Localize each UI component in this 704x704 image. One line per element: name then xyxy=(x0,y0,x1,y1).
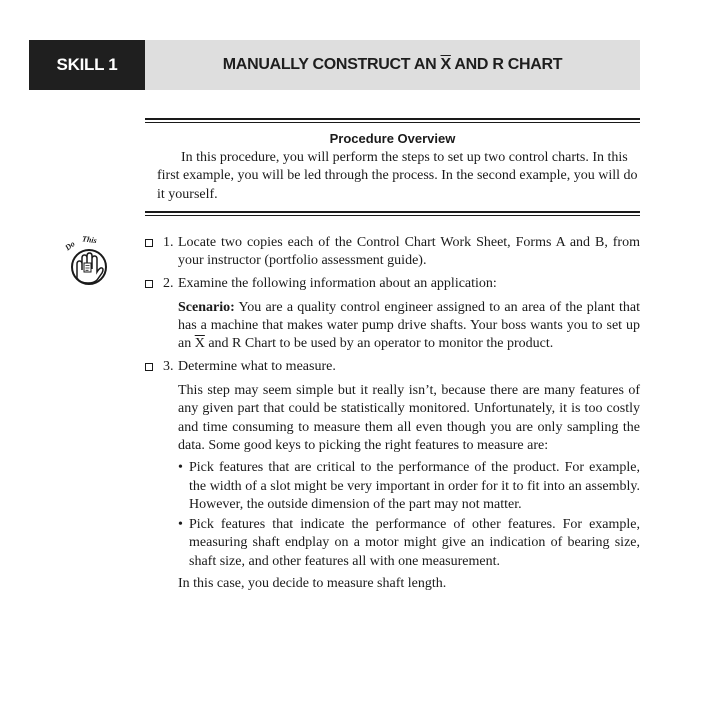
bullet-dot: • xyxy=(178,460,183,476)
procedure-overview xyxy=(145,118,640,216)
bullet-text: Pick features that are critical to the performance of the product. For example, the width of a slot might be very important in order for it to fit into an assembly. However, the outside dimension of the part may not matter. xyxy=(189,460,640,512)
title-xbar: $\overline{X}$ xyxy=(440,56,451,73)
scenario-label: Scenario: xyxy=(178,299,235,315)
step-1-number: 1. xyxy=(163,235,174,250)
feature-bullets xyxy=(178,459,640,571)
bullet-text: Pick features that indicate the performance of other features. For example, measuring shaft endplay on a motor might give an indication of bearing size, shaft size, and other features all with one measurement. xyxy=(189,517,640,569)
skill-label: SKILL 1 xyxy=(29,40,145,90)
bullet-item xyxy=(178,516,640,571)
step-3-text: Determine what to measure. xyxy=(178,358,336,374)
step-3-closing: In this case, you decide to measure shaft length. xyxy=(178,576,447,592)
step-2-number: 2. xyxy=(163,275,174,291)
do-this-text-this: This xyxy=(81,234,98,246)
scenario-xbar: $\overline{X}$ xyxy=(194,336,205,352)
do-this-text-do: Do xyxy=(63,239,77,253)
skill-title xyxy=(145,40,640,90)
scenario-text-1: You are a quality control engineer assigned to an area of the plant that has a machine that makes water pump drive shafts. Your boss wants you to set up an xyxy=(178,299,640,352)
step-2 xyxy=(145,275,640,293)
step-3 xyxy=(145,358,640,376)
step-2-text: Examine the following information about an application: xyxy=(178,275,497,291)
title-prefix: MANUALLY CONSTRUCT AN xyxy=(222,56,441,73)
bullet-item xyxy=(178,459,640,514)
bullet-dot: • xyxy=(178,517,183,533)
scenario-text-2: and R Chart to be used by an operator to monitor the product. xyxy=(204,336,554,352)
step-3-checkbox[interactable] xyxy=(145,363,153,371)
scenario-paragraph xyxy=(178,299,640,354)
step-3-paragraph: This step may seem simple but it really isn’t, because there are many features of any given part that could be statistically monitored. Unfortunately, it is too costly and time consuming to measure them all even though you are only sampling the data. Some good keys to picking the right features to measure are: xyxy=(178,383,640,453)
step-2-checkbox[interactable] xyxy=(145,280,153,288)
title-suffix: AND R CHART xyxy=(450,56,563,73)
step-1-text: Locate two copies each of the Control Chart Work Sheet, Forms A and B, from your instructor (portfolio assessment guide). xyxy=(178,235,640,269)
skill-header xyxy=(29,40,640,90)
step-1 xyxy=(145,234,640,271)
step-3-number: 3. xyxy=(163,358,174,374)
top-divider xyxy=(145,118,640,123)
overview-text: In this procedure, you will perform the steps to set up two control charts. In this first example, you will be led through the process. In the second example, you will do it yourself. xyxy=(157,150,638,202)
step-1-checkbox[interactable] xyxy=(145,239,153,247)
do-this-icon xyxy=(62,234,112,288)
procedure-steps xyxy=(145,234,640,595)
bottom-divider xyxy=(145,211,640,216)
overview-heading: Procedure Overview xyxy=(329,131,456,146)
